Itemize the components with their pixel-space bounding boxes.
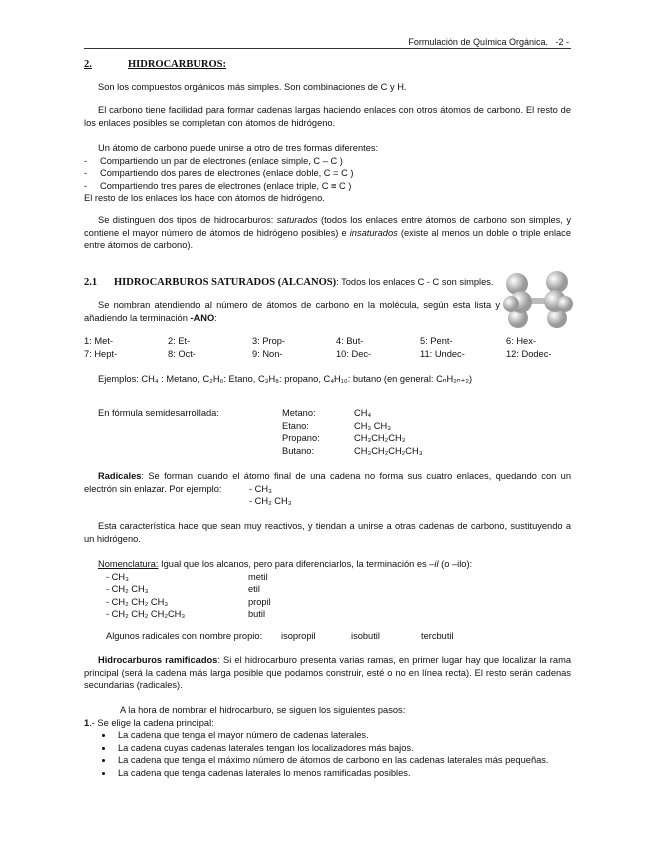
text: (todos los enlaces entre átomos de carbono son simples, y contiene el mayor número de átomos de hidrógeno posibles) e — [84, 215, 571, 238]
text: Igual que los alcanos, pero para diferenciarlos, la terminación es — [158, 559, 430, 569]
text: Se nombran atendiendo al número de átomos de carbono en la molécula, según esta lista y añadiendo la terminación — [84, 300, 500, 323]
paragraph — [84, 654, 571, 692]
paragraph: El carbono tiene facilidad para formar cadenas largas haciendo enlaces con otros átomos de carbono. El resto de los enlaces posibles se completan con átomos de hidrógeno. — [84, 105, 571, 128]
prefix: 1: Met- — [84, 336, 113, 346]
text: A la hora de nombrar el hidrocarburo, se siguen los siguientes pasos: — [120, 705, 406, 715]
text: -ANO — [190, 312, 215, 323]
text: : Si el hidrocarburo presenta varias ramas, en primer lugar hay que localizar la rama principal (será la cadena más larga posible que podamos construir, esté o no en línea recta). El resto serán cadenas secundarias (radicales). — [84, 655, 571, 691]
section-number: 2.1 — [84, 277, 98, 288]
section-title: HIDROCARBUROS: — [128, 59, 227, 70]
text: saturados — [276, 215, 318, 225]
prefix: 11: Undec- — [420, 348, 465, 359]
radical-name: butil — [248, 609, 266, 620]
section-title: HIDROCARBUROS SATURADOS (ALCANOS) — [114, 277, 337, 288]
prefix: 10: Dec- — [336, 348, 372, 359]
bond-types — [84, 142, 571, 205]
label: Algunos radicales con nombre propio: — [106, 631, 263, 641]
semi-formula-row — [282, 420, 423, 433]
radical-name: isobutil — [351, 631, 380, 641]
paragraph: Un átomo de carbono puede unirse a otro de tres formas diferentes: — [98, 143, 379, 153]
semi-formula-row — [282, 432, 423, 445]
prefix: 4: But- — [336, 336, 364, 346]
alkane-name: Etano: — [282, 420, 309, 431]
section-2-heading — [84, 58, 571, 72]
radical-row — [84, 583, 571, 596]
step-number: 1 — [84, 717, 90, 728]
list-item-text: Compartiendo dos pares de electrones (enlace doble, C = C ) — [100, 168, 354, 179]
formula: - CH₂ CH₂ CH₃ — [106, 596, 169, 607]
paragraph — [84, 214, 571, 252]
paragraph: Son los compuestos orgánicos más simples. Son combinaciones de C y H. — [98, 82, 407, 92]
radical-row — [84, 608, 571, 621]
label: En fórmula semidesarrollada: — [98, 408, 219, 418]
paragraph: El resto de los enlaces los hace con átomos de hidrógeno. — [84, 193, 325, 204]
list-item: - Compartiendo tres pares de electrones (enlace triple, C ≡ C ) — [84, 180, 352, 191]
radical-name: isopropil — [281, 631, 316, 641]
semi-formula-row — [282, 407, 423, 420]
radicals — [84, 470, 571, 507]
formula: - CH₂ CH₃ — [249, 496, 292, 507]
radical-row — [84, 571, 571, 584]
nomenclature — [84, 558, 571, 621]
text: –il — [429, 559, 439, 569]
prefix: 5: Pent- — [420, 336, 453, 346]
prefix: 12: Dodec- — [506, 348, 552, 359]
radical-name: propil — [248, 596, 271, 607]
label: Nomenclatura: — [98, 559, 159, 569]
prefix: 9: Non- — [252, 348, 283, 359]
list-item: • La cadena que tenga el mayor número de cadenas laterales. — [114, 729, 571, 742]
formula: CH₃ CH₃ — [354, 420, 392, 431]
section-number: 2. — [84, 59, 92, 70]
alkane-name: Propano: — [282, 433, 320, 444]
formula: - CH₃ — [249, 483, 272, 494]
text: : — [214, 312, 217, 323]
prefix: 7: Hept- — [84, 348, 118, 359]
term: Radicales — [98, 471, 142, 481]
list-item: • La cadena cuyas cadenas laterales tengan los localizadores más bajos. — [114, 742, 571, 755]
list-item: • La cadena que tenga cadenas laterales lo menos ramificadas posibles. — [114, 767, 571, 780]
list-item: • La cadena que tenga el máximo número de átomos de carbono en las cadenas laterales más pequeñas. — [114, 754, 571, 767]
prefix: 6: Hex- — [506, 336, 536, 346]
radical-name: metil — [248, 571, 268, 582]
alkane-name: Butano: — [282, 445, 315, 456]
page-number: -2 - — [555, 37, 569, 47]
list-item-text: Compartiendo tres pares de electrones (enlace triple, C ≡ C ) — [100, 180, 352, 191]
text: .- Se elige la cadena principal: — [89, 717, 214, 728]
formula: CH₃CH₂CH₂CH₃ — [354, 445, 423, 456]
page-header — [408, 36, 569, 49]
radical-name: etil — [248, 584, 260, 595]
radical-row — [84, 596, 571, 609]
radical-name: tercbutil — [421, 631, 454, 641]
text: : Se forman cuando el átomo final de una cadena no forma sus cuatro enlaces, quedando con un electrón sin enlazar. Por ejemplo: — [84, 471, 571, 494]
prefix: 2: Et- — [168, 336, 191, 346]
formula: CH₃CH₂CH₃ — [354, 433, 406, 444]
prefix-table — [84, 335, 571, 360]
text: Se distinguen dos tipos de hidrocarburos: — [98, 215, 277, 225]
formula: - CH₃ — [106, 571, 129, 582]
paragraph: Esta característica hace que sean muy reactivos, y tiendan a unirse a otras cadenas de carbono, sustituyendo a un hidrógeno. — [84, 521, 571, 544]
list-item-text: Compartiendo un par de electrones (enlace simple, C – C ) — [100, 155, 343, 166]
examples: Ejemplos: CH₄ : Metano, C₂H₆: Etano, C₃H₈: propano, C₄H₁₀: butano (en general: CₙH₂ₙ₊₂) — [98, 374, 473, 384]
header-title: Formulación de Química Orgánica. — [408, 37, 548, 47]
prefix-row — [84, 348, 571, 361]
semi-formula-row — [282, 445, 423, 458]
formula: - CH₂ CH₂ CH₂CH₃ — [106, 609, 186, 620]
own-name-radicals — [84, 630, 593, 643]
ethane-molecule-image — [503, 270, 573, 334]
steps — [84, 704, 571, 780]
prefix: 3: Prop- — [252, 336, 286, 346]
list-item: - Compartiendo un par de electrones (enlace simple, C – C ) — [84, 155, 343, 166]
prefix-row — [84, 335, 571, 348]
formula: - CH₂ CH₃ — [106, 584, 149, 595]
formula: CH₄ — [354, 408, 372, 418]
alkane-name: Metano: — [282, 408, 316, 418]
text: (o –ilo): — [438, 559, 473, 569]
term: Hidrocarburos ramificados — [98, 655, 218, 665]
text: insaturados — [349, 227, 398, 238]
section-21-heading — [84, 276, 571, 290]
prefix: 8: Oct- — [168, 348, 196, 359]
text: (existe al menos un doble o triple enlace entre átomos de carbono). — [84, 227, 572, 251]
paragraph — [84, 299, 500, 324]
header-rule — [84, 48, 571, 49]
list-item: - Compartiendo dos pares de electrones (enlace doble, C = C ) — [84, 168, 354, 179]
text: : Todos los enlaces C - C son simples. — [336, 277, 494, 287]
